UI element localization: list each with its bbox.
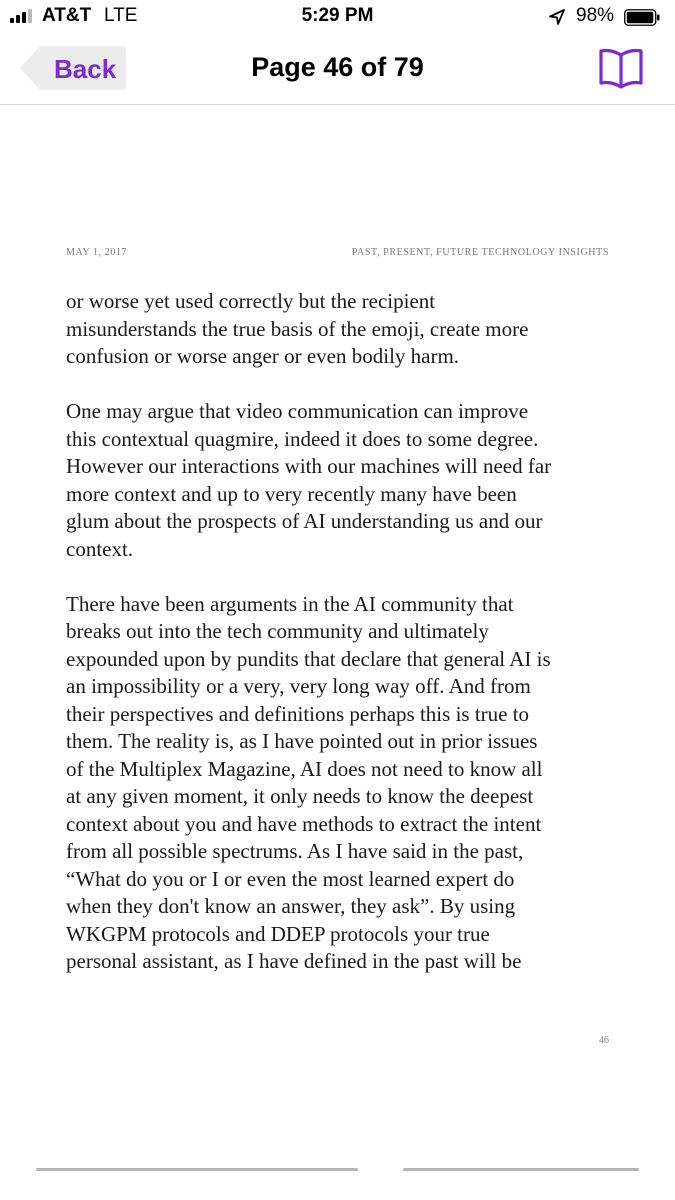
text-line: this contextual quagmire, indeed it does to some degree.: [66, 426, 539, 451]
network-label: LTE: [104, 5, 138, 26]
text-line: them. The reality is, as I have pointed out in prior issues: [66, 729, 538, 753]
carrier-label: AT&T: [42, 5, 92, 26]
page-number: 46: [599, 1035, 609, 1046]
text-line: at any given moment, it only needs to know the deepest: [66, 784, 534, 808]
page-scrubber-left[interactable]: [36, 1168, 358, 1171]
text-line: of the Multiplex Magazine, AI does not need to know all: [66, 756, 543, 781]
text-line: context.: [66, 536, 134, 561]
page-body: [66, 288, 616, 1003]
text-line: context about you and have methods to extract the intent: [66, 811, 542, 836]
text-line: from all possible spectrums. As I have said in the past,: [66, 839, 524, 863]
text-line: or worse yet used correctly but the recipient: [66, 289, 436, 313]
text-line: There have been arguments in the AI community that: [66, 591, 514, 616]
text-line: personal assistant, as I have defined in the past will be: [66, 949, 522, 973]
text-line: “What do you or I or even the most learned expert do: [66, 866, 515, 891]
text-line: more context and up to very recently many have been: [66, 481, 517, 506]
running-head-date: MAY 1, 2017: [66, 247, 128, 258]
running-head-title: PAST, PRESENT, FUTURE TECHNOLOGY INSIGHTS: [351, 247, 609, 258]
status-bar: [0, 0, 675, 34]
text-line: confusion or worse anger or even bodily harm.: [66, 344, 460, 368]
text-line: misunderstands the true basis of the emoji, create more: [66, 316, 529, 341]
text-line: expounded upon by pundits that declare that general AI is: [66, 646, 551, 671]
status-time: 5:29 PM: [301, 5, 374, 26]
location-icon: [548, 8, 566, 26]
text-line: an impossibility or a very, very long way off. And from: [66, 674, 531, 698]
paragraph: [66, 288, 616, 371]
text-line: However our interactions with our machines will need far: [66, 454, 552, 478]
text-line: breaks out into the tech community and ultimately: [66, 619, 489, 643]
page-scrubber-right[interactable]: [403, 1168, 639, 1171]
battery-percentage: 98%: [576, 5, 615, 26]
text-line: WKGPM protocols and DDEP protocols your true: [66, 921, 490, 946]
text-line: their perspectives and definitions perhaps this is true to: [66, 701, 530, 726]
paragraph: [66, 398, 616, 563]
back-button-label: Back: [54, 54, 117, 84]
text-line: One may argue that video communication can improve: [66, 399, 529, 423]
nav-bar: [0, 34, 675, 105]
text-line: when they don't know an answer, they ask”. By using: [66, 894, 516, 918]
text-line: glum about the prospects of AI understanding us and our: [66, 509, 543, 533]
page-title: Page 46 of 79: [251, 52, 424, 82]
battery-icon: [624, 9, 660, 26]
book-icon[interactable]: [597, 45, 645, 89]
paragraph: [66, 591, 616, 976]
